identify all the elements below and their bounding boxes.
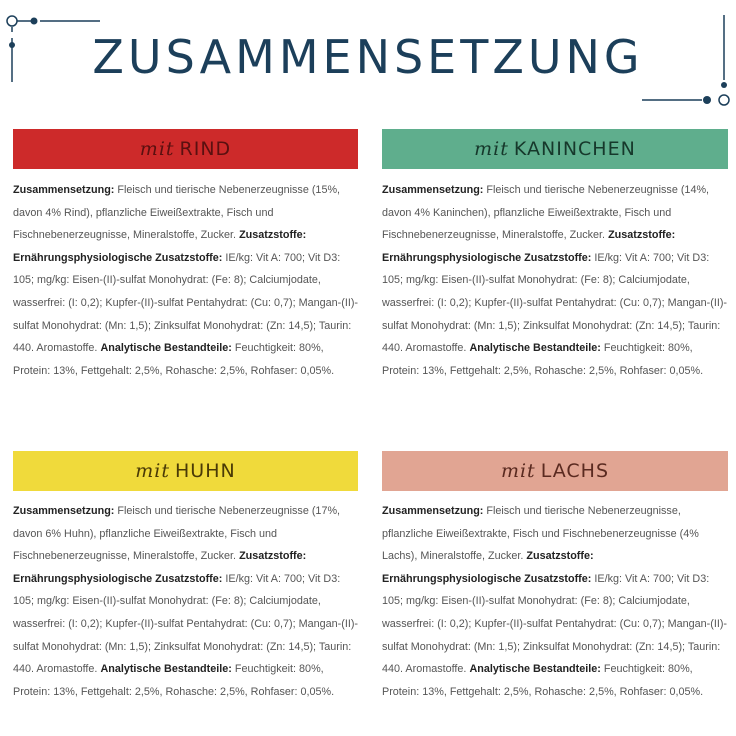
- analytical-value: Feuchtigkeit: 80%, Protein: 13%, Fettgehalt: 2,5%, Rohasche: 2,5%, Rohfaser: 0,05%.: [382, 342, 704, 377]
- composition-text-kaninchen: [382, 179, 728, 382]
- label-nutritional: Ernährungsphysiologische Zusatzstoffe:: [382, 572, 592, 585]
- composition-text-huhn: [13, 500, 359, 703]
- label-nutritional: Ernährungsphysiologische Zusatzstoffe:: [13, 572, 223, 585]
- label-additives: Zusatzstoffe:: [239, 550, 307, 563]
- banner-flavor: LACHS: [540, 460, 610, 482]
- nutritional-value: IE/kg: Vit A: 700; Vit D3: 105; mg/kg: Eisen-(II)-sulfat Monohydrat: (Fe: 8); Calciumjodate, wasserfrei: (I: 0,2); Kupfer-(II)-sulfat Pentahydrat: (Cu: 0,7); Mangan-(II)-sulfat Monohydrat: (Mn: 1,5); Zinksulfat Monohydrat: (Zn: 14,5); Taurin: 440. Aromastoffe.: [382, 251, 728, 355]
- label-nutritional: Ernährungsphysiologische Zusatzstoffe:: [13, 251, 223, 264]
- composition-value: Fleisch und tierische Nebenerzeugnisse (14%, davon 4% Kaninchen), pflanzliche Eiweißextrakte, Fisch und Fischnebenerzeugnisse, Mineralstoffe, Zucker.: [382, 184, 710, 242]
- banner-huhn: [13, 451, 358, 491]
- label-analytical: Analytische Bestandteile:: [469, 663, 601, 676]
- label-composition: Zusammensetzung:: [382, 505, 484, 517]
- composition-value: Fleisch und tierische Nebenerzeugnisse, pflanzliche Eiweißextrakte, Fisch und Fischnebenerzeugnisse (4% Lachs), Mineralstoffe, Zucker.: [382, 505, 699, 563]
- label-composition: Zusammensetzung:: [13, 184, 115, 196]
- composition-text-lachs: [382, 500, 728, 703]
- banner-mit: mit: [500, 460, 536, 482]
- composition-text-rind: [13, 179, 359, 382]
- label-additives: Zusatzstoffe:: [608, 229, 676, 242]
- label-additives: Zusatzstoffe:: [239, 229, 307, 242]
- analytical-value: Feuchtigkeit: 80%, Protein: 13%, Fettgehalt: 2,5%, Rohasche: 2,5%, Rohfaser: 0,05%.: [13, 663, 335, 698]
- banner-mit: mit: [474, 138, 509, 160]
- analytical-value: Feuchtigkeit: 80%, Protein: 13%, Fettgehalt: 2,5%, Rohasche: 2,5%, Rohfaser: 0,05%.: [382, 663, 704, 698]
- label-additives: Zusatzstoffe:: [526, 550, 594, 563]
- label-composition: Zusammensetzung:: [13, 505, 115, 517]
- banner-flavor: KANINCHEN: [513, 138, 636, 160]
- banner-flavor: HUHN: [175, 460, 236, 482]
- banner-mit: mit: [135, 460, 171, 482]
- composition-value: Fleisch und tierische Nebenerzeugnisse (17%, davon 6% Huhn), pflanzliche Eiweißextrakte, Fisch und Fischnebenerzeugnisse, Mineralstoffe, Zucker.: [13, 505, 341, 563]
- nutritional-value: IE/kg: Vit A: 700; Vit D3: 105; mg/kg: Eisen-(II)-sulfat Monohydrat: (Fe: 8); Calciumjodate, wasserfrei: (I: 0,2); Kupfer-(II)-sulfat Pentahydrat: (Cu: 0,7); Mangan-(II)-sulfat Monohydrat: (Mn: 1,5); Zinksulfat Monohydrat: (Zn: 14,5); Taurin: 440. Aromastoffe.: [13, 572, 359, 676]
- label-analytical: Analytische Bestandteile:: [100, 342, 232, 355]
- banner-flavor: RIND: [179, 138, 232, 160]
- page-title: ZUSAMMENSETZUNG: [92, 30, 644, 84]
- banner-lachs: [382, 451, 728, 491]
- label-analytical: Analytische Bestandteile:: [100, 663, 232, 676]
- banner-rind: [13, 129, 358, 169]
- composition-value: Fleisch und tierische Nebenerzeugnisse (15%, davon 4% Rind), pflanzliche Eiweißextrakte, Fisch und Fischnebenerzeugnisse, Mineralstoffe, Zucker.: [13, 184, 341, 242]
- label-composition: Zusammensetzung:: [382, 184, 484, 196]
- analytical-value: Feuchtigkeit: 80%, Protein: 13%, Fettgehalt: 2,5%, Rohasche: 2,5%, Rohfaser: 0,05%.: [13, 342, 335, 377]
- label-nutritional: Ernährungsphysiologische Zusatzstoffe:: [382, 251, 592, 264]
- nutritional-value: IE/kg: Vit A: 700; Vit D3: 105; mg/kg: Eisen-(II)-sulfat Monohydrat: (Fe: 8); Calciumjodate, wasserfrei: (I: 0,2); Kupfer-(II)-sulfat Pentahydrat: (Cu: 0,7); Mangan-(II)-sulfat Monohydrat: (Mn: 1,5); Zinksulfat Monohydrat: (Zn: 14,5); Taurin: 440. Aromastoffe.: [13, 251, 359, 355]
- banner-kaninchen: [382, 129, 728, 169]
- banner-mit: mit: [139, 138, 175, 160]
- nutritional-value: IE/kg: Vit A: 700; Vit D3: 105; mg/kg: Eisen-(II)-sulfat Monohydrat: (Fe: 8); Calciumjodate, wasserfrei: (I: 0,2); Kupfer-(II)-sulfat Pentahydrat: (Cu: 0,7); Mangan-(II)-sulfat Monohydrat: (Mn: 1,5); Zinksulfat Monohydrat: (Zn: 14,5); Taurin: 440. Aromastoffe.: [382, 572, 728, 676]
- label-analytical: Analytische Bestandteile:: [469, 342, 601, 355]
